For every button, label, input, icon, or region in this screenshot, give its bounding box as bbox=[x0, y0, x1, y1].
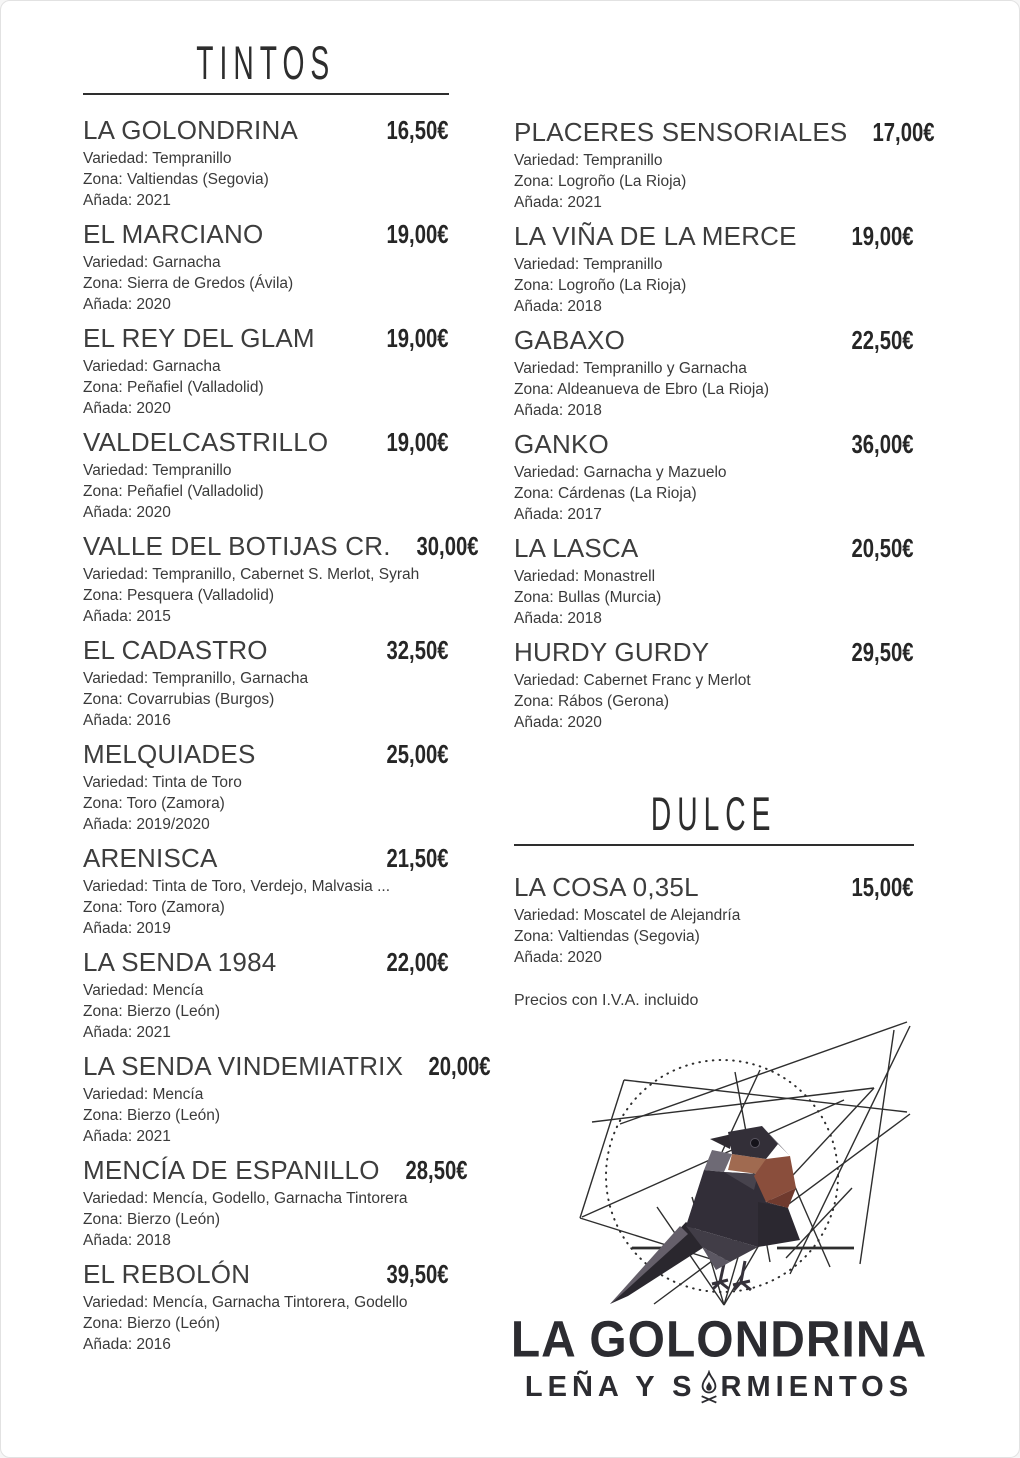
wine-detail-line: Añada: 2016 bbox=[83, 712, 171, 729]
wine-details bbox=[83, 1188, 449, 1251]
wine-entry-head bbox=[83, 115, 449, 145]
wine-details bbox=[514, 254, 914, 317]
wine-detail-line: Añada: 2015 bbox=[83, 608, 171, 625]
wine-detail-line: Variedad: Tempranillo y Garnacha bbox=[514, 360, 747, 377]
wine-detail-line: Variedad: Mencía bbox=[83, 982, 204, 999]
wine-name: EL MARCIANO bbox=[83, 219, 264, 249]
wine-detail-line: Añada: 2018 bbox=[514, 298, 602, 315]
wine-detail-line: Zona: Bierzo (León) bbox=[83, 1003, 220, 1020]
wine-details bbox=[83, 564, 449, 627]
throat bbox=[704, 1150, 732, 1172]
wine-detail-line: Añada: 2020 bbox=[514, 949, 602, 966]
eye bbox=[751, 1139, 760, 1148]
wine-detail-line: Zona: Bierzo (León) bbox=[83, 1211, 220, 1228]
dulce-title-wrap bbox=[514, 788, 914, 840]
wine-details bbox=[83, 252, 449, 315]
wine-entry-head bbox=[514, 325, 914, 355]
wine-entry-head bbox=[83, 531, 479, 561]
wine-detail-line: Variedad: Garnacha bbox=[83, 254, 221, 271]
wine-entry bbox=[83, 1259, 449, 1355]
wine-detail-line: Variedad: Tempranillo bbox=[514, 152, 663, 169]
wine-name: HURDY GURDY bbox=[514, 637, 710, 667]
wine-entry bbox=[83, 219, 449, 315]
wine-detail-line: Añada: 2020 bbox=[83, 296, 171, 313]
wine-entry-head bbox=[514, 429, 914, 459]
wine-name: PLACERES SENSORIALES bbox=[514, 117, 848, 147]
tintos-column-right bbox=[510, 37, 935, 1404]
wine-entry bbox=[514, 429, 914, 525]
wine-detail-line: Añada: 2021 bbox=[83, 1128, 171, 1145]
wine-detail-line: Añada: 2018 bbox=[514, 402, 602, 419]
wine-detail-line: Zona: Sierra de Gredos (Ávila) bbox=[83, 275, 294, 292]
wine-price: 30,00€ bbox=[416, 531, 479, 561]
wine-name: LA SENDA 1984 bbox=[83, 947, 277, 977]
wine-details bbox=[83, 356, 449, 419]
wine-entry-head bbox=[83, 635, 449, 665]
wine-name: LA VIÑA DE LA MERCE bbox=[514, 221, 797, 251]
wine-name: MELQUIADES bbox=[83, 739, 256, 769]
wine-price: 15,00€ bbox=[851, 872, 914, 902]
wine-price: 21,50€ bbox=[386, 843, 449, 873]
tintos-section-header bbox=[83, 37, 449, 95]
wine-detail-line: Variedad: Tempranillo bbox=[83, 462, 232, 479]
tintos-column-left bbox=[83, 36, 491, 1404]
wine-detail-line: Zona: Logroño (La Rioja) bbox=[514, 173, 687, 190]
wine-detail-line: Zona: Rábos (Gerona) bbox=[514, 693, 670, 710]
wine-name: EL REBOLÓN bbox=[83, 1259, 251, 1289]
wine-detail-line: Zona: Aldeanueva de Ebro (La Rioja) bbox=[514, 381, 770, 398]
dulce-underline bbox=[514, 844, 914, 846]
wine-detail-line: Variedad: Monastrell bbox=[514, 568, 656, 585]
wine-detail-line: Zona: Pesquera (Valladolid) bbox=[83, 587, 274, 604]
wine-detail-line: Añada: 2020 bbox=[83, 504, 171, 521]
wine-detail-line: Añada: 2018 bbox=[83, 1232, 171, 1249]
wine-detail-line: Variedad: Tempranillo, Garnacha bbox=[83, 670, 309, 687]
wine-price: 20,00€ bbox=[428, 1051, 491, 1081]
wine-list-dulce bbox=[514, 872, 914, 968]
wine-price: 29,50€ bbox=[851, 637, 914, 667]
wine-details bbox=[514, 150, 914, 213]
wine-entry-head bbox=[514, 533, 914, 563]
wine-entry bbox=[83, 635, 449, 731]
beak bbox=[710, 1134, 732, 1149]
wine-price: 17,00€ bbox=[872, 117, 935, 147]
wine-details bbox=[514, 358, 914, 421]
wine-entry bbox=[83, 115, 449, 211]
wine-entry bbox=[514, 872, 914, 968]
iva-note: Precios con I.V.A. incluido bbox=[514, 992, 699, 1009]
wine-entry-head bbox=[83, 427, 449, 457]
wine-detail-line: Zona: Logroño (La Rioja) bbox=[514, 277, 687, 294]
wine-detail-line: Variedad: Garnacha y Mazuelo bbox=[514, 464, 727, 481]
wine-details bbox=[83, 1084, 449, 1147]
wine-name: MENCÍA DE ESPANILLO bbox=[83, 1155, 380, 1185]
wine-details bbox=[83, 980, 449, 1043]
wine-detail-line: Variedad: Tempranillo bbox=[514, 256, 663, 273]
wine-name: ARENISCA bbox=[83, 843, 218, 873]
wine-detail-line: Zona: Covarrubias (Burgos) bbox=[83, 691, 275, 708]
wine-name: EL REY DEL GLAM bbox=[83, 323, 315, 353]
tail-highlight bbox=[610, 1226, 688, 1304]
wine-detail-line: Variedad: Cabernet Franc y Merlot bbox=[514, 672, 751, 689]
wine-detail-line: Añada: 2020 bbox=[514, 714, 602, 731]
wine-price: 36,00€ bbox=[851, 429, 914, 459]
wine-entry bbox=[83, 531, 479, 627]
wine-entry bbox=[83, 323, 449, 419]
wine-entry bbox=[514, 117, 935, 213]
wine-details bbox=[514, 905, 914, 968]
tintos-underline bbox=[83, 93, 449, 95]
wine-name: EL CADASTRO bbox=[83, 635, 268, 665]
wine-details bbox=[514, 462, 914, 525]
wine-entry-head bbox=[514, 221, 914, 251]
wine-detail-line: Añada: 2020 bbox=[83, 400, 171, 417]
wine-entry-head bbox=[83, 1259, 449, 1289]
wine-entry bbox=[83, 739, 449, 835]
wine-entry-head bbox=[514, 117, 935, 147]
wine-detail-line: Variedad: Mencía bbox=[83, 1086, 204, 1103]
wine-detail-line: Variedad: Tempranillo bbox=[83, 150, 232, 167]
wine-price: 39,50€ bbox=[386, 1259, 449, 1289]
wing-tip bbox=[758, 1202, 800, 1247]
wine-detail-line: Variedad: Mencía, Garnacha Tintorera, Godello bbox=[83, 1294, 408, 1311]
wine-entry-head bbox=[83, 323, 449, 353]
wine-details bbox=[83, 668, 449, 731]
wine-entry-head bbox=[514, 637, 914, 667]
wine-entry bbox=[83, 427, 449, 523]
wine-detail-line: Zona: Peñafiel (Valladolid) bbox=[83, 379, 264, 396]
wine-detail-line: Variedad: Moscatel de Alejandría bbox=[514, 907, 741, 924]
wine-entry-head bbox=[83, 947, 449, 977]
wine-detail-line: Zona: Bierzo (León) bbox=[83, 1315, 220, 1332]
wine-detail-line: Zona: Valtiendas (Segovia) bbox=[514, 928, 700, 945]
wine-price: 19,00€ bbox=[386, 427, 449, 457]
wine-detail-line: Añada: 2018 bbox=[514, 610, 602, 627]
wine-entry-head bbox=[83, 219, 449, 249]
wine-detail-line: Añada: 2016 bbox=[83, 1336, 171, 1353]
wine-entry bbox=[514, 325, 914, 421]
wine-entry bbox=[83, 843, 449, 939]
wine-detail-line: Zona: Peñafiel (Valladolid) bbox=[83, 483, 264, 500]
wine-details bbox=[83, 772, 449, 835]
wine-price: 28,50€ bbox=[405, 1155, 468, 1185]
wine-entry bbox=[514, 221, 914, 317]
wine-detail-line: Añada: 2021 bbox=[514, 194, 602, 211]
brand-tagline-prefix: LEÑA Y S bbox=[524, 1371, 697, 1403]
wine-detail-line: Añada: 2021 bbox=[83, 192, 171, 209]
wine-entry bbox=[83, 1155, 468, 1251]
wine-detail-line: Añada: 2019/2020 bbox=[83, 816, 210, 833]
wine-price: 19,00€ bbox=[386, 219, 449, 249]
section-title-dulce: DULCE bbox=[651, 787, 777, 840]
wine-name: LA SENDA VINDEMIATRIX bbox=[83, 1051, 404, 1081]
wine-entry-head bbox=[83, 1051, 491, 1081]
wine-detail-line: Variedad: Garnacha bbox=[83, 358, 221, 375]
wine-detail-line: Añada: 2019 bbox=[83, 920, 171, 937]
wine-detail-line: Variedad: Tempranillo, Cabernet S. Merlot, Syrah bbox=[83, 566, 420, 583]
wine-detail-line: Variedad: Mencía, Godello, Garnacha Tintorera bbox=[83, 1190, 408, 1207]
wine-name: VALDELCASTRILLO bbox=[83, 427, 329, 457]
wine-price: 25,00€ bbox=[386, 739, 449, 769]
wine-entry bbox=[83, 947, 449, 1043]
wine-name: LA LASCA bbox=[514, 533, 639, 563]
dulce-section-header bbox=[514, 788, 914, 846]
wine-entry bbox=[83, 1051, 491, 1147]
wine-details bbox=[514, 670, 914, 733]
wine-name: LA GOLONDRINA bbox=[83, 115, 298, 145]
wine-detail-line: Zona: Bierzo (León) bbox=[83, 1107, 220, 1124]
wine-details bbox=[514, 566, 914, 629]
wine-price: 16,50€ bbox=[386, 115, 449, 145]
section-title-tintos: TINTOS bbox=[196, 36, 336, 89]
brand-tagline bbox=[499, 1370, 939, 1404]
wine-detail-line: Variedad: Tinta de Toro bbox=[83, 774, 242, 791]
wine-detail-line: Zona: Cárdenas (La Rioja) bbox=[514, 485, 697, 502]
wine-details bbox=[83, 1292, 449, 1355]
tintos-title-wrap bbox=[83, 37, 449, 89]
wine-detail-line: Zona: Toro (Zamora) bbox=[83, 899, 225, 916]
wine-entry-head bbox=[83, 1155, 468, 1185]
brand-logo bbox=[499, 1309, 939, 1404]
wine-name: VALLE DEL BOTIJAS CR. bbox=[83, 531, 391, 561]
wine-details bbox=[83, 148, 449, 211]
wine-entry bbox=[514, 533, 914, 629]
wine-price: 22,50€ bbox=[851, 325, 914, 355]
wine-entry-head bbox=[514, 872, 914, 902]
wine-price: 19,00€ bbox=[386, 323, 449, 353]
campfire-icon bbox=[698, 1370, 720, 1404]
wine-entry-head bbox=[83, 843, 449, 873]
wine-list-tintos-left bbox=[83, 115, 491, 1355]
wine-entry bbox=[514, 637, 914, 733]
wine-details bbox=[83, 460, 449, 523]
wine-detail-line: Zona: Bullas (Murcia) bbox=[514, 589, 662, 606]
wine-name: GANKO bbox=[514, 429, 609, 459]
wine-detail-line: Variedad: Tinta de Toro, Verdejo, Malvasia ... bbox=[83, 878, 391, 895]
wine-entry-head bbox=[83, 739, 449, 769]
wine-price: 32,50€ bbox=[386, 635, 449, 665]
wine-list-tintos-right bbox=[514, 37, 935, 733]
wine-price: 19,00€ bbox=[851, 221, 914, 251]
wine-detail-line: Zona: Valtiendas (Segovia) bbox=[83, 171, 269, 188]
wine-detail-line: Añada: 2017 bbox=[514, 506, 602, 523]
wine-detail-line: Añada: 2021 bbox=[83, 1024, 171, 1041]
menu-columns bbox=[1, 37, 1019, 1404]
wine-details bbox=[83, 876, 449, 939]
swallow-bird-illustration bbox=[562, 1012, 982, 1322]
wine-detail-line: Zona: Toro (Zamora) bbox=[83, 795, 225, 812]
brand-tagline-suffix: RMIENTOS bbox=[720, 1371, 914, 1403]
wine-price: 20,50€ bbox=[851, 533, 914, 563]
brand-name: LA GOLONDRINA bbox=[510, 1309, 928, 1368]
wine-price: 22,00€ bbox=[386, 947, 449, 977]
wine-name: LA COSA 0,35L bbox=[514, 872, 699, 902]
wine-name: GABAXO bbox=[514, 325, 626, 355]
